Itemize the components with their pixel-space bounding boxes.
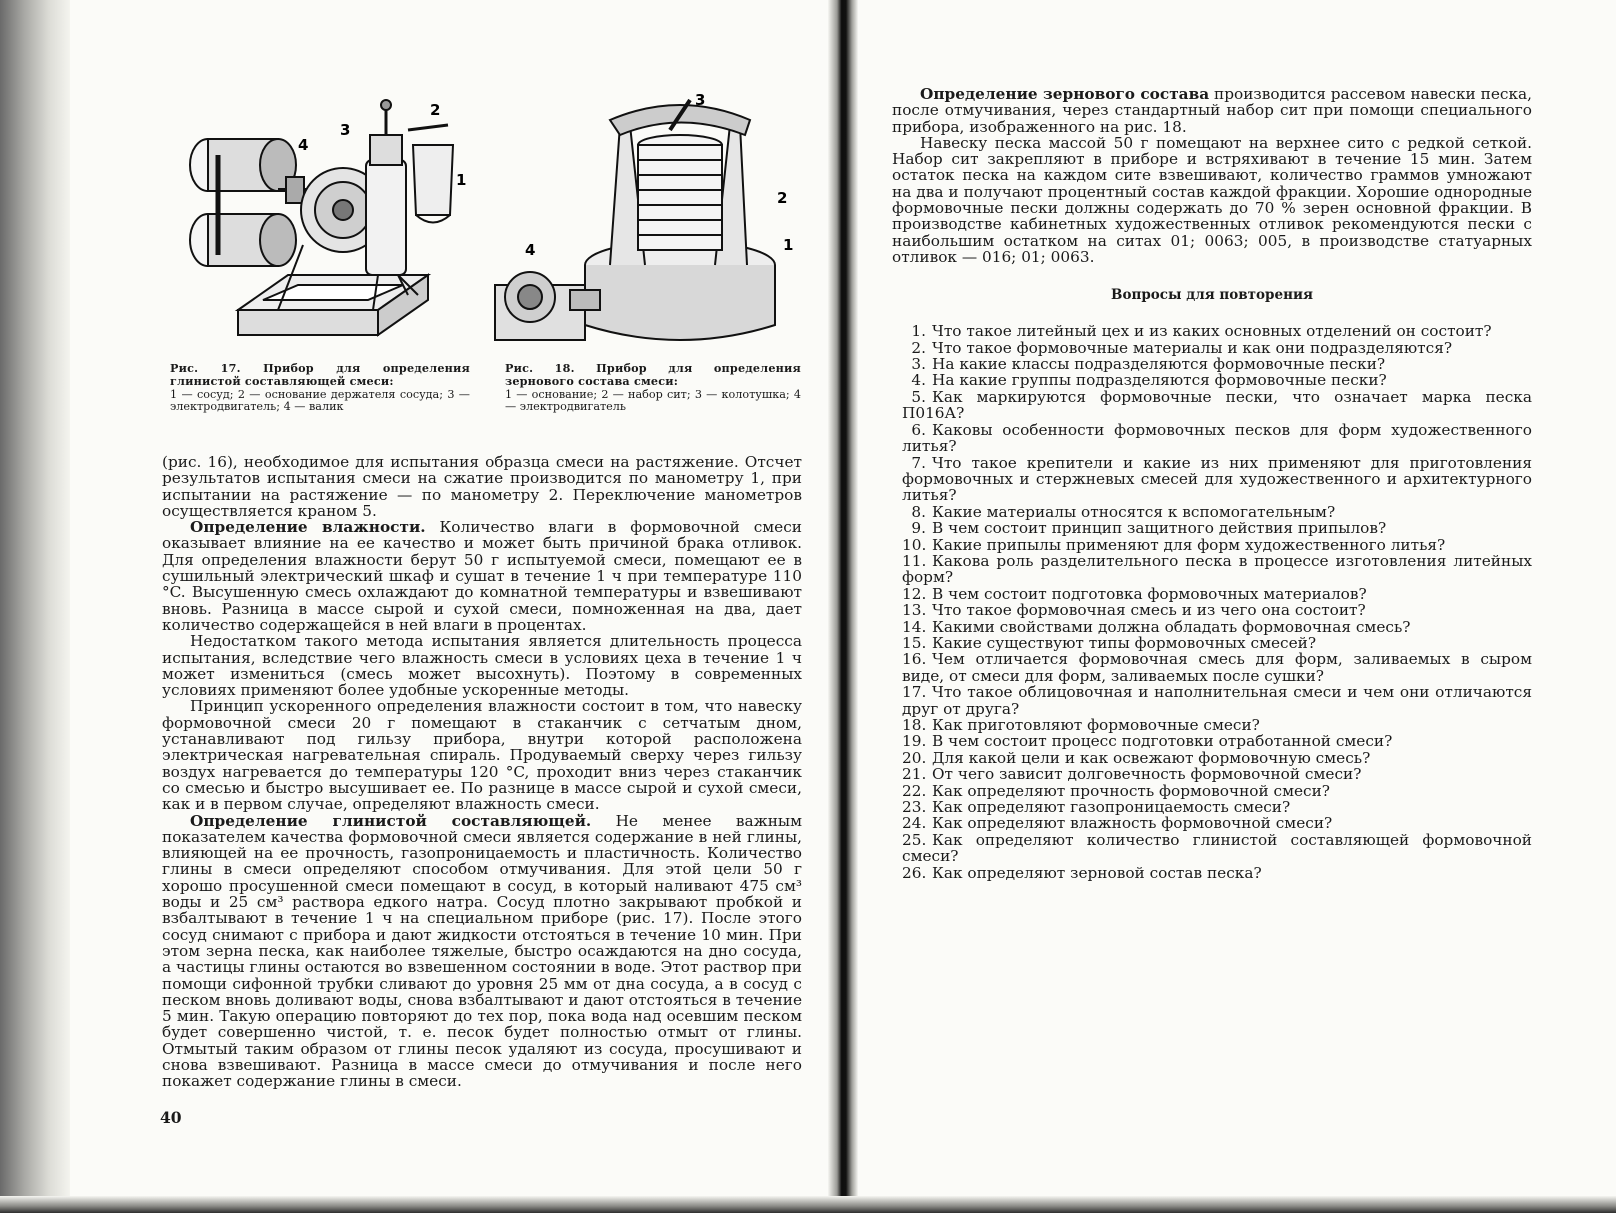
question-text: На какие группы подразделяются формовочные пески?	[932, 371, 1387, 390]
question-text: Что такое формовочные материалы и как они подразделяются?	[932, 338, 1453, 357]
question-number: 4.	[911, 371, 926, 390]
question-text: Чем отличается формовочная смесь для форм, заливаемых в сыром виде, от смеси для форм, заливаемых после сушки?	[902, 650, 1532, 685]
question-item	[892, 356, 1532, 372]
fig18-label-2: 2	[777, 189, 788, 207]
question-item	[892, 815, 1532, 831]
paragraph-grain-composition	[892, 86, 1532, 135]
paragraph-sieve-procedure: Навеску песка массой 50 г помещают на верхнее сито с редкой сеткой. Набор сит закрепляют в приборе и встряхивают в течение 15 мин. Затем остаток песка на каждом сите взвешивают, количество граммов умножают на два и получают процентный состав каждой фракции. Хорошие однородные формовочные пески должны содержать до 70 % зерен основной фракции. В производстве кабинетных художественных отливок рекомендуются пески с наибольшим остатком на ситах 01; 0063; 005, в производстве статуарных отливок — 016; 01; 0063.	[892, 133, 1532, 266]
questions-heading: Вопросы для повторения	[1111, 287, 1313, 304]
question-item	[892, 553, 1532, 586]
question-number: 10.	[902, 535, 927, 554]
question-text: Как определяют зерновой состав песка?	[932, 863, 1262, 882]
question-number: 21.	[902, 765, 927, 784]
question-number: 8.	[911, 502, 926, 521]
right-page	[892, 0, 1532, 1190]
right-page-body	[892, 86, 1532, 881]
question-text: Какие материалы относятся к вспомогательным?	[932, 502, 1336, 521]
question-item	[892, 586, 1532, 602]
fig18-label-3: 3	[695, 91, 706, 109]
question-number: 12.	[902, 584, 927, 603]
bottom-scan-edge	[0, 1196, 1616, 1213]
question-number: 17.	[902, 683, 927, 702]
question-text: Как определяют влажность формовочной смеси?	[932, 814, 1333, 833]
question-text: Каковы особенности формовочных песков для форм художественного литья?	[902, 420, 1532, 456]
question-text: Для какой цели и как освежают формовочную смесь?	[932, 748, 1371, 767]
question-number: 26.	[902, 863, 927, 882]
question-text: Как приготовляют формовочные смеси?	[932, 716, 1260, 735]
clay-text: Не менее важным показателем качества формовочной смеси является содержание в ней глины, влияющей на ее прочность, газопроницаемость и пластичность. Количество глины в смеси определяют способом отмучивания. Для этой цели 50 г хорошо просушенной смеси помещают в сосуд, в который наливают 475 см³ воды и 25 см³ раствора едкого натра. Сосуд плотно закрывают пробкой и взбалтывают в течение 1 ч на специальном приборе (рис. 17). После этого сосуд снимают с прибора и дают жидкости отстояться в течение 10 мин. При этом зерна песка, как наиболее тяжелые, быстро осаждаются на дно сосуда, а частицы глины остаются во взвешенном состоянии в воде. Этот раствор при помощи сифонной трубки сливают до уровня 25 мм от дна сосуда, а в сосуд с песком вновь доливают воды, снова взбалтывают и дают отстояться в течение 5 мин. Такую операцию повторяют до тех пор, пока вода над осевшим песком будет совершенно чистой, т. е. песок будет полностью отмыт от глины. Отмытый таким образом от глины песок удаляют из сосуда, просушивают и снова взвешивают. Разница в массе смеси до отмучивания и после него покажет содержание глины в смеси.	[162, 811, 802, 1091]
question-number: 15.	[902, 633, 927, 652]
figure-17-clay-apparatus	[178, 95, 478, 345]
fig18-label-4: 4	[525, 241, 536, 259]
question-number: 9.	[911, 519, 926, 538]
question-text: Как определяют газопроницаемость смеси?	[932, 798, 1291, 817]
left-page-body	[162, 454, 802, 1090]
question-number: 16.	[902, 650, 927, 669]
fig18-label-1: 1	[783, 236, 794, 254]
moisture-text: Количество влаги в формовочной смеси оказывает влияние на ее качество и может быть причиной брака отливок. Для определения влажности берут 50 г испытуемой смеси, помещают ее в сушильный электрический шкаф и сушат в течение 1 ч при температуре 110 °C. Высушенную смесь охлаждают до комнатной температуры и взвешивают вновь. Разница в массе сырой и сухой смеси, помноженная на два, дает количество содержащейся в ней влаги в процентах.	[162, 518, 802, 634]
question-item	[892, 733, 1532, 749]
question-number: 19.	[902, 732, 927, 751]
fig17-label-2: 2	[430, 101, 441, 119]
question-item	[892, 717, 1532, 733]
question-text: Что такое крепители и какие из них применяют для приготовления формовочных и стержневых смесей для художественного и архитектурного литья?	[902, 453, 1532, 505]
question-item	[892, 635, 1532, 651]
figure-17-caption	[170, 362, 470, 414]
grain-heading: Определение зернового состава	[920, 85, 1210, 103]
fig17-label-3: 3	[340, 121, 351, 139]
paragraph-moisture	[162, 519, 802, 633]
question-text: Какими свойствами должна обладать формовочная смесь?	[932, 617, 1411, 636]
question-number: 7.	[911, 453, 926, 472]
question-number: 20.	[902, 748, 927, 767]
question-number: 1.	[911, 322, 926, 341]
page-edge-shadow	[0, 0, 70, 1213]
question-item	[892, 340, 1532, 356]
question-item	[892, 865, 1532, 881]
paragraph-accelerated-method: Принцип ускоренного определения влажности состоит в том, что навеску формовочной смеси 20 г помещают в стаканчик с сетчатым дном, устанавливают под гильзу прибора, внутри которой расположена электрическая нагревательная спираль. Продуваемый сверху через гильзу воздух нагревается до температуры 120 °C, проходит вниз через стаканчик со смесью и быстро высушивает ее. По разнице в массе сырой и сухой смеси, как и в первом случае, определяют влажность смеси.	[162, 697, 802, 814]
question-item	[892, 750, 1532, 766]
fig18-caption-body: 1 — основание; 2 — набор сит; 3 — колотушка; 4 — электродвигатель	[505, 387, 801, 414]
question-text: Что такое литейный цех и из каких основных отделений он состоит?	[932, 322, 1492, 341]
question-item	[892, 422, 1532, 455]
question-text: На какие классы подразделяются формовочные пески?	[932, 355, 1386, 374]
question-number: 11.	[902, 551, 927, 570]
fig18-caption-title: Рис. 18. Прибор для определения зернового состава смеси:	[505, 361, 801, 389]
question-item	[892, 602, 1532, 618]
question-text: Что такое формовочная смесь и из чего она состоит?	[932, 601, 1366, 620]
paragraph-method-drawback: Недостатком такого метода испытания является длительность процесса испытания, вследствие чего влажность смеси в условиях цеха в течение 1 ч может измениться (смесь может высохнуть). Поэтому в современных условиях применяют более удобные ускоренные методы.	[162, 632, 802, 700]
question-item	[892, 455, 1532, 504]
question-text: В чем состоит процесс подготовки отработанной смеси?	[932, 732, 1393, 751]
question-text: Что такое облицовочная и наполнительная смеси и чем они отличаются друг от друга?	[902, 683, 1532, 718]
question-text: В чем состоит принцип защитного действия припылов?	[932, 519, 1387, 538]
question-number: 24.	[902, 814, 927, 833]
question-item	[892, 537, 1532, 553]
question-number: 25.	[902, 830, 927, 849]
question-item	[892, 799, 1532, 815]
question-number: 6.	[911, 420, 926, 439]
paragraph-continuation: (рис. 16), необходимое для испытания образца смеси на растяжение. Отсчет результатов испытания смеси на сжатие производится по манометру 1, при испытании на растяжение — по манометру 2. Переключение манометров осуществляется краном 5.	[162, 453, 802, 520]
question-number: 5.	[911, 387, 926, 406]
question-item	[892, 783, 1532, 799]
question-number: 14.	[902, 617, 927, 636]
fig17-caption-title: Рис. 17. Прибор для определения глинистой составляющей смеси:	[170, 361, 470, 389]
clay-heading: Определение глинистой составляющей.	[190, 811, 592, 830]
question-number: 23.	[902, 798, 927, 817]
question-text: Какие припылы применяют для форм художественного литья?	[932, 535, 1446, 554]
paragraph-clay	[162, 813, 802, 1090]
figure-18-sieve-apparatus	[485, 85, 800, 355]
question-item	[892, 323, 1532, 339]
question-item	[892, 619, 1532, 635]
grain-text: производится рассевом навески песка, после отмучивания, через стандартный набор сит при помощи специального прибора, изображенного на рис. 18.	[892, 85, 1532, 136]
question-text: Как маркируются формовочные пески, что означает марка песка П016А?	[902, 387, 1532, 423]
question-item	[892, 832, 1532, 865]
book-gutter	[828, 0, 858, 1213]
question-item	[892, 520, 1532, 536]
left-page	[160, 0, 810, 1190]
question-text: Как определяют прочность формовочной смеси?	[932, 781, 1331, 800]
question-item	[892, 651, 1532, 684]
question-text: Какие существуют типы формовочных смесей?	[932, 633, 1317, 652]
question-number: 18.	[902, 716, 927, 735]
question-item	[892, 372, 1532, 388]
question-text: От чего зависит долговечность формовочной смеси?	[932, 765, 1362, 784]
question-text: В чем состоит подготовка формовочных материалов?	[932, 584, 1367, 603]
question-number: 2.	[911, 338, 926, 357]
fig17-caption-body: 1 — сосуд; 2 — основание держателя сосуда; 3 — электродвигатель; 4 — валик	[170, 387, 470, 414]
question-item	[892, 504, 1532, 520]
fig17-label-4: 4	[298, 136, 309, 154]
figure-18-caption	[505, 362, 801, 414]
moisture-heading: Определение влажности.	[190, 518, 426, 537]
question-item	[892, 684, 1532, 717]
question-text: Как определяют количество глинистой составляющей формовочной смеси?	[902, 830, 1532, 866]
question-number: 3.	[911, 355, 926, 374]
page-number: 40	[160, 1108, 182, 1127]
question-item	[892, 766, 1532, 782]
question-number: 13.	[902, 601, 927, 620]
question-item	[892, 389, 1532, 422]
fig17-label-1: 1	[456, 171, 467, 189]
review-questions-list	[892, 323, 1532, 881]
question-number: 22.	[902, 781, 927, 800]
question-text: Какова роль разделительного песка в процессе изготовления литейных форм?	[902, 551, 1532, 587]
